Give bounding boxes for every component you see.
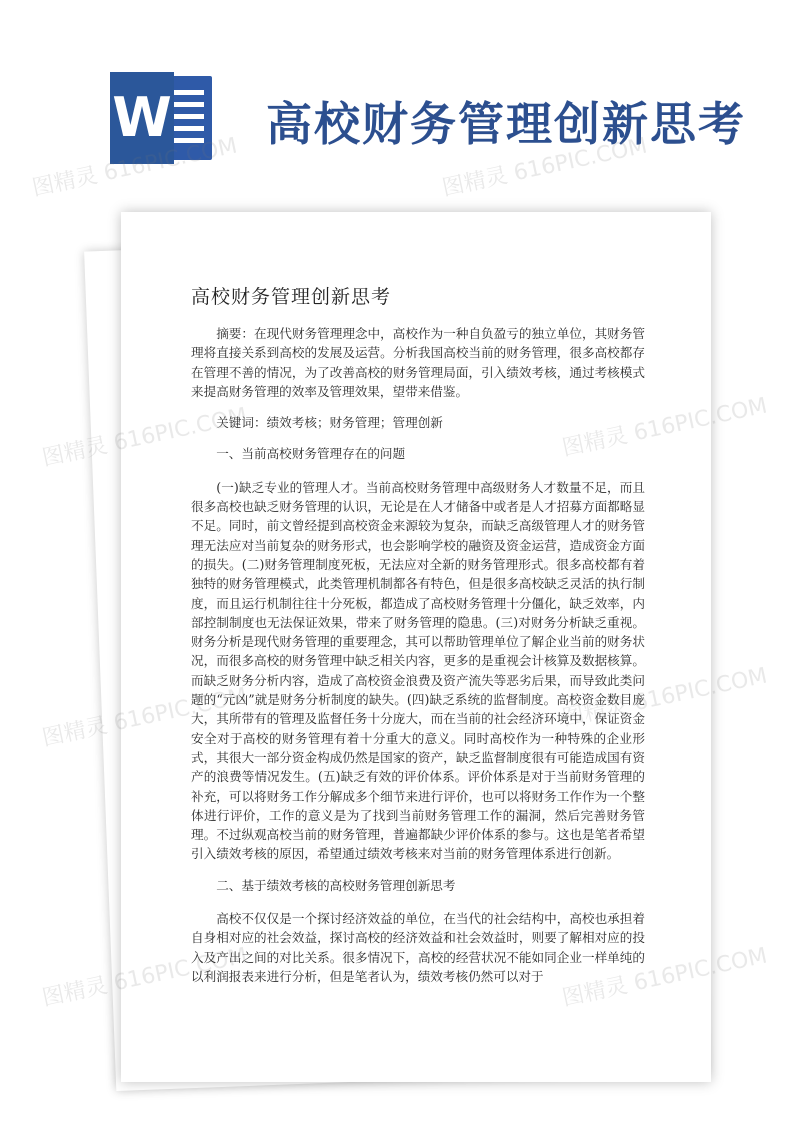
abstract-paragraph: 摘要：在现代财务管理理念中，高校作为一种自负盈亏的独立单位，其财务管理将直接关系到高校的发展及运营。分析我国高校当前的财务管理，很多高校都存在管理不善的情况，为了改善高校的财务管理局面，引入绩效考核，通过考核模式来提高财务管理的效率及管理效果，望带来借鉴。	[191, 326, 645, 399]
watermark: 图精灵	[40, 713, 110, 752]
banner-title: 高校财务管理创新思考	[266, 97, 746, 151]
section-heading-2: 二、基于绩效考核的高校财务管理创新思考	[216, 877, 456, 893]
section-heading-1: 一、当前高校财务管理存在的问题	[216, 446, 406, 462]
watermark: 图精灵	[40, 973, 110, 1012]
watermark: 图精灵 616PIC.COM	[30, 133, 240, 202]
section-2-paragraph: 高校不仅仅是一个探讨经济效益的单位，在当代的社会结构中，高校也承担着自身相对应的社会效益，探讨高校的经济效益和社会效益时，则要了解相对应的投入及产出之间的对比关系。很多情况下，高校的经营状况不能如同企业一样单纯的以利润报表来进行分析，但是笔者认为，绩效考核仍然可以对于	[191, 911, 645, 984]
section-1-paragraph: (一)缺乏专业的管理人才。当前高校财务管理中高级财务人才数量不足，而且很多高校也缺乏财务管理的认识，无论是在人才储备中或者是人才招募方面都略显不足。同时，前文曾经提到高校资金来源较为复杂，而缺乏高级管理人才的财务管理无法应对当前复杂的财务形式，也会影响学校的融资及资金运营，造成资金方面的损失。(二)财务管理制度死板，无法应对全新的财务管理形式。很多高校都有着独特的财务管理模式，此类管理机制都各有特色，但是很多高校缺乏灵活的执行制度，而且运行机制往往十分死板，都造成了高校财务管理十分僵化，缺乏效率，内部控制制度也无法保证效果，带来了财务管理的隐患。(三)对财务分析缺乏重视。财务分析是现代财务管理的重要理念，其可以帮助管理单位了解企业当前的财务状况，而很多高校的财务管理中缺乏相关内容，更多的是重视会计核算及数据核算。而缺乏财务分析内容，造成了高校资金浪费及资产流失等恶劣后果，而导致此类问题的“元凶”就是财务分析制度的缺失。(四)缺乏系统的监督制度。高校资金数目庞大，其所带有的管理及监督任务十分庞大，而在当前的社会经济环境中，保证资金安全对于高校的财务管理有着十分重大的意义。同时高校作为一种特殊的企业形式，其很大一部分资金构成仍然是国家的资产，缺乏监督制度很有可能造成国有资产的浪费等情况发生。(五)缺乏有效的评价体系。评价体系是对于当前财务管理的补充，可以将财务工作分解成多个细节来进行评价，也可以将财务工作作为一个整体进行评价，工作的意义是为了找到当前财务管理工作的漏洞，然后完善财务管理。不过纵观高校当前的财务管理，普遍都缺少评价体系的参与。这也是笔者希望引入绩效考核的原因，希望通过绩效考核来对当前的财务管理体系进行创新。	[191, 479, 645, 862]
document-title: 高校财务管理创新思考	[191, 286, 392, 308]
document-page	[121, 212, 711, 1082]
watermark: 图精灵	[40, 433, 110, 472]
watermark: 图精灵 616PIC.COM	[440, 133, 650, 202]
word-logo-letter: W	[110, 72, 174, 164]
keywords-line: 关键词：绩效考核；财务管理；管理创新	[216, 415, 443, 431]
document-body	[191, 324, 645, 998]
banner	[0, 0, 800, 190]
word-document-icon	[110, 72, 214, 164]
